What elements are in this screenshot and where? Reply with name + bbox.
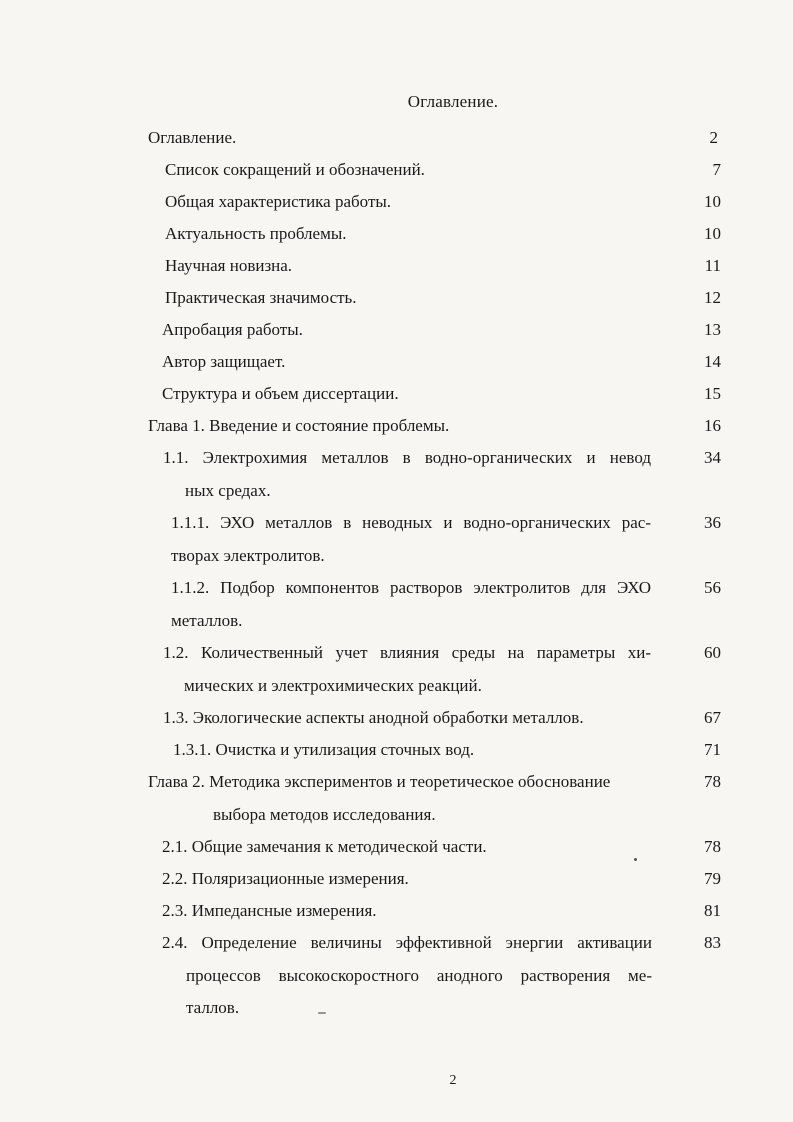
toc-entry-title — [148, 122, 648, 155]
toc-entry-page: 81 — [704, 901, 721, 920]
toc-title-line: процессов высокоскоростного анодного растворения ме- — [186, 965, 652, 985]
toc-title-line: 1.3.1. Очистка и утилизация сточных вод. — [173, 740, 475, 759]
toc-entry-page: 79 — [704, 869, 721, 888]
toc-entry-page: 78 — [704, 772, 721, 791]
toc-entry-title — [165, 250, 655, 283]
toc-entry-title — [162, 895, 652, 928]
toc-title-line: Структура и объем диссертации. — [162, 384, 399, 403]
toc-title-line: Глава 1. Введение и состояние проблемы. — [148, 416, 450, 435]
toc-entry-page: 10 — [704, 224, 721, 243]
toc-entry-title — [165, 282, 655, 315]
toc-entry-page: 2 — [709, 128, 718, 147]
toc-entry-title — [165, 218, 655, 251]
toc-title-line: таллов. — [186, 998, 240, 1017]
toc-title-line: 1.1.2. Подбор компонентов растворов электролитов для ЭХО — [171, 578, 651, 597]
toc-entry-title — [162, 927, 652, 1025]
toc-entry-title — [163, 702, 653, 735]
page-number: 2 — [449, 1073, 457, 1088]
toc-title-line: творах электролитов. — [171, 545, 325, 565]
toc-title-line: Актуальность проблемы. — [165, 224, 347, 243]
toc-title-line: металлов. — [171, 610, 243, 630]
toc-title-line: ных средах. — [185, 480, 271, 500]
toc-entry-page: 34 — [704, 448, 721, 467]
toc-entry-page: 78 — [704, 837, 721, 856]
toc-entry-title — [165, 154, 655, 187]
toc-title-line: 1.2. Количественный учет влияния среды на параметры хи- — [163, 643, 651, 662]
toc-entry-title — [162, 863, 652, 896]
toc-entry-title — [165, 186, 655, 219]
toc-title-line: 2.2. Поляризационные измерения. — [162, 869, 409, 888]
toc-entry-page: 67 — [704, 708, 721, 727]
toc-entry-page: 36 — [704, 513, 721, 532]
toc-entry-title — [148, 766, 653, 831]
scan-speck — [634, 858, 637, 861]
toc-title-line: 1.3. Экологические аспекты анодной обработки металлов. — [163, 708, 584, 727]
toc-entry-title — [171, 572, 651, 637]
toc-entry-page: 71 — [704, 740, 721, 759]
toc-entry-page: 11 — [704, 256, 721, 275]
toc-entry-page: 10 — [704, 192, 721, 211]
toc-title-line: Автор защищает. — [162, 352, 286, 371]
toc-entry-title — [163, 442, 651, 507]
toc-title-line: 2.4. Определение величины эффективной энергии активации — [162, 933, 652, 952]
scan-speck — [318, 1012, 326, 1014]
toc-title-line: Практическая значимость. — [165, 288, 357, 307]
page-title: Оглавление. — [407, 92, 499, 111]
toc-title-line: Научная новизна. — [165, 256, 293, 275]
toc-entry-page: 60 — [704, 643, 721, 662]
toc-entry-page: 83 — [704, 933, 721, 952]
toc-entry-page: 13 — [704, 320, 721, 339]
toc-entry-page: 12 — [704, 288, 721, 307]
toc-entry-title — [162, 378, 652, 411]
toc-title-line: 1.1. Электрохимия металлов в водно-органических и невод — [163, 448, 651, 467]
toc-entry-page: 15 — [704, 384, 721, 403]
toc-title-line: Оглавление. — [148, 128, 237, 147]
toc-title-line: 2.3. Импедансные измерения. — [162, 901, 377, 920]
toc-title-line: 1.1.1. ЭХО металлов в неводных и водно-органических рас- — [171, 513, 651, 532]
toc-entry-page: 56 — [704, 578, 721, 597]
toc-entry-title — [173, 734, 653, 767]
toc-entry-title — [162, 346, 652, 379]
toc-title-line: мических и электрохимических реакций. — [184, 675, 482, 695]
toc-title-line: Глава 2. Методика экспериментов и теоретическое обоснование — [148, 772, 611, 791]
toc-title-line: Общая характеристика работы. — [165, 192, 392, 211]
toc-title-line: выбора методов исследования. — [213, 804, 436, 824]
toc-title-line: Список сокращений и обозначений. — [165, 160, 425, 179]
toc-entry-page: 14 — [704, 352, 721, 371]
toc-entry-title — [148, 410, 648, 443]
toc-title-line: Апробация работы. — [162, 320, 303, 339]
toc-title-line: 2.1. Общие замечания к методической части. — [162, 837, 487, 856]
toc-entry-title — [162, 831, 652, 864]
toc-entry-title — [163, 637, 651, 702]
toc-entry-page: 7 — [712, 160, 721, 179]
toc-entry-title — [162, 314, 652, 347]
toc-entry-page: 16 — [704, 416, 721, 435]
toc-entry-title — [171, 507, 651, 572]
